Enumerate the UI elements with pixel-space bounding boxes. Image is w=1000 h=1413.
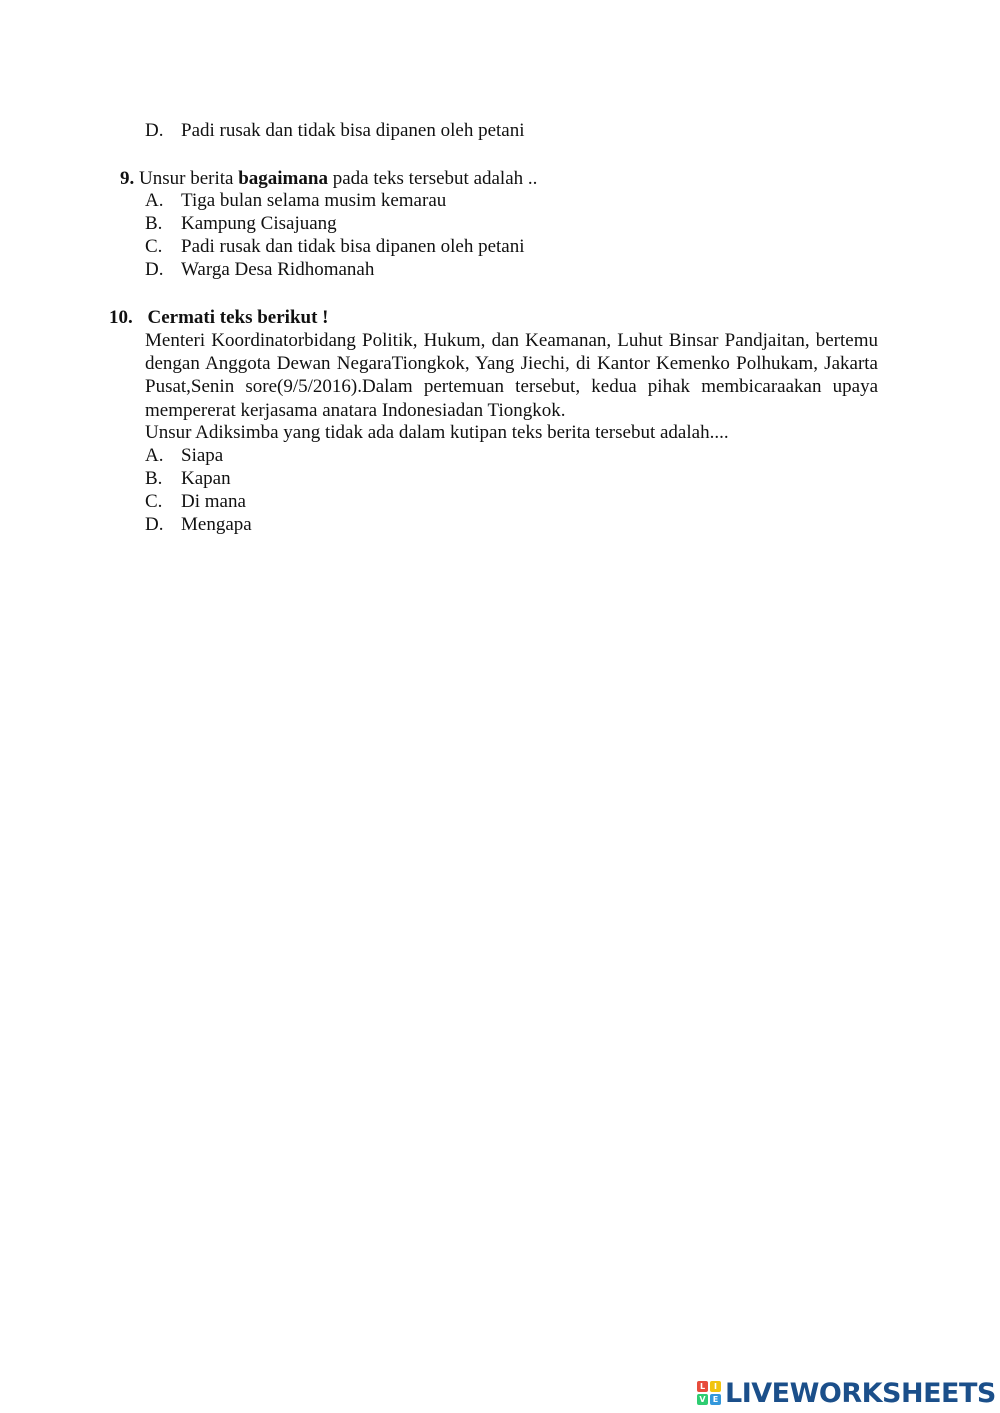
q10-option-d-letter: D. [145, 514, 164, 535]
logo-cell-l: L [697, 1381, 708, 1392]
q10-number: 10. [109, 307, 133, 328]
q9-option-d-letter: D. [145, 259, 164, 280]
q9-number: 9. [120, 168, 135, 189]
q9-option-b-letter: B. [145, 213, 163, 234]
q10-option-c-letter: C. [145, 491, 163, 512]
q9-prompt-bold: bagaimana [238, 168, 328, 189]
q10-question: Unsur Adiksimba yang tidak ada dalam kutipan teks berita tersebut adalah.... [145, 422, 729, 443]
q8-option-d-letter: D. [145, 120, 164, 141]
q9-option-a-letter: A. [145, 190, 164, 211]
q8-option-d-text: Padi rusak dan tidak bisa dipanen oleh petani [181, 120, 525, 141]
q10-heading: Cermati teks berikut ! [147, 307, 329, 328]
q9-option-d-text: Warga Desa Ridhomanah [181, 259, 375, 280]
logo-cell-e: E [710, 1394, 721, 1405]
q9-prompt-pre: Unsur berita [139, 168, 239, 189]
q9-option-c-letter: C. [145, 236, 163, 257]
logo-cell-v: V [697, 1394, 708, 1405]
q10-option-d-text: Mengapa [181, 514, 252, 535]
q10-option-a-letter: A. [145, 445, 164, 466]
liveworksheets-footer [697, 1378, 996, 1408]
q9-option-c-text: Padi rusak dan tidak bisa dipanen oleh petani [181, 236, 525, 257]
q10-option-a-text: Siapa [181, 445, 224, 466]
q10-option-c-text: Di mana [181, 491, 246, 512]
q9-option-b-text: Kampung Cisajuang [181, 213, 337, 234]
q10-passage: Menteri Koordinatorbidang Politik, Hukum, dan Keamanan, Luhut Binsar Pandjaitan, bertemu dengan Anggota Dewan NegaraTiongkok, Yang Jiechi, di Kantor Kemenko Polhukam, Jakarta Pusat,Senin sore(9/5/2016).Dalam pertemuan tersebut, kedua pihak membicaraakan upaya mempererat kerjasama anatara Indonesiadan Tiongkok. [145, 330, 878, 421]
q10-option-b-text: Kapan [181, 468, 231, 489]
q9-option-a-text: Tiga bulan selama musim kemarau [181, 190, 447, 211]
liveworksheets-logo-icon [697, 1381, 721, 1405]
logo-cell-i: I [710, 1381, 721, 1392]
q9-prompt-post: pada teks tersebut adalah .. [327, 168, 538, 189]
q10-heading-row [109, 306, 329, 329]
liveworksheets-brand-text: LIVEWORKSHEETS [725, 1377, 996, 1409]
q10-option-b-letter: B. [145, 468, 163, 489]
q9-prompt [120, 167, 537, 190]
